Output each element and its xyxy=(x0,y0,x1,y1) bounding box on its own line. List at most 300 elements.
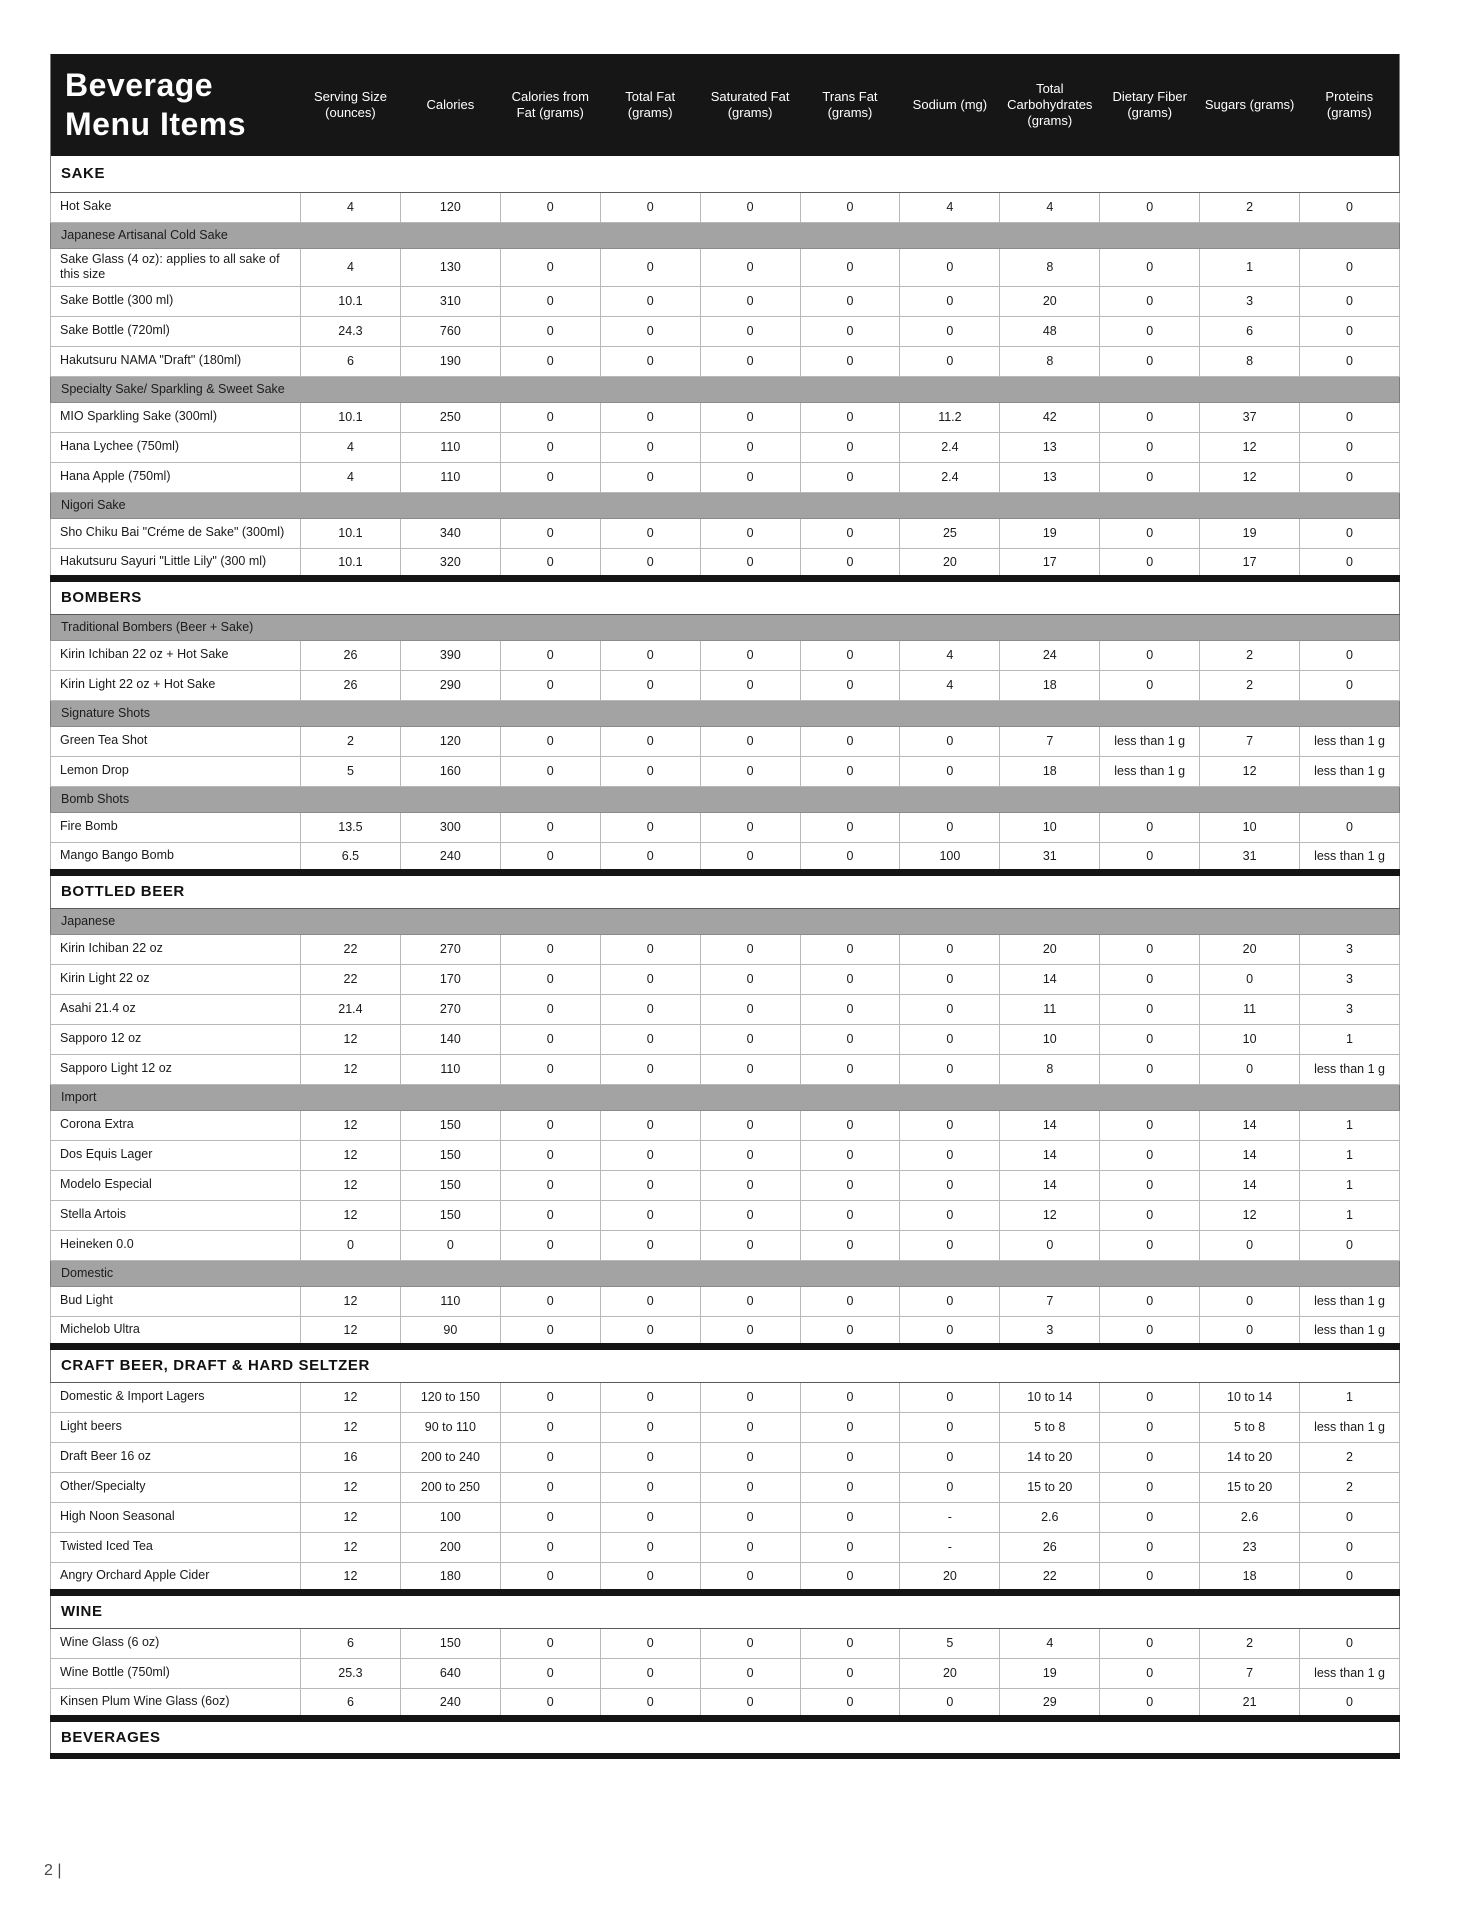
item-label: Michelob Ultra xyxy=(51,1316,301,1346)
item-value-0: 12 xyxy=(301,1412,401,1442)
item-value-6: 4 xyxy=(900,640,1000,670)
item-value-0: 4 xyxy=(301,192,401,222)
item-value-5: 0 xyxy=(800,1658,900,1688)
item-value-6: 0 xyxy=(900,1140,1000,1170)
item-label: Sho Chiku Bai "Créme de Sake" (300ml) xyxy=(51,518,301,548)
item-value-9: 12 xyxy=(1200,462,1300,492)
item-value-10: 0 xyxy=(1300,462,1400,492)
item-value-7: 3 xyxy=(1000,1316,1100,1346)
item-value-1: 100 xyxy=(400,1502,500,1532)
item-label: Domestic & Import Lagers xyxy=(51,1382,301,1412)
item-value-6: 0 xyxy=(900,1286,1000,1316)
item-value-4: 0 xyxy=(700,518,800,548)
item-value-0: 26 xyxy=(301,640,401,670)
subsection-row xyxy=(51,908,1400,934)
item-value-3: 0 xyxy=(600,640,700,670)
table-row xyxy=(51,1472,1400,1502)
item-value-5: 0 xyxy=(800,286,900,316)
item-label: Hana Apple (750ml) xyxy=(51,462,301,492)
item-value-5: 0 xyxy=(800,316,900,346)
item-value-4: 0 xyxy=(700,670,800,700)
item-value-1: 150 xyxy=(400,1170,500,1200)
item-label: Angry Orchard Apple Cider xyxy=(51,1562,301,1592)
item-value-7: 7 xyxy=(1000,1286,1100,1316)
item-value-8: 0 xyxy=(1100,1688,1200,1718)
item-value-3: 0 xyxy=(600,1286,700,1316)
table-row xyxy=(51,248,1400,286)
item-value-8: 0 xyxy=(1100,1658,1200,1688)
subsection-row xyxy=(51,1084,1400,1110)
item-value-5: 0 xyxy=(800,1170,900,1200)
item-value-8: 0 xyxy=(1100,1442,1200,1472)
item-value-9: 14 xyxy=(1200,1110,1300,1140)
item-value-9: 20 xyxy=(1200,934,1300,964)
item-value-2: 0 xyxy=(500,192,600,222)
item-value-3: 0 xyxy=(600,1230,700,1260)
item-value-2: 0 xyxy=(500,842,600,872)
item-value-7: 24 xyxy=(1000,640,1100,670)
item-value-6: 0 xyxy=(900,316,1000,346)
item-value-2: 0 xyxy=(500,756,600,786)
table-header xyxy=(51,54,1400,156)
item-value-5: 0 xyxy=(800,346,900,376)
item-value-10: 0 xyxy=(1300,1230,1400,1260)
item-value-0: 22 xyxy=(301,934,401,964)
item-value-10: 0 xyxy=(1300,548,1400,578)
item-value-3: 0 xyxy=(600,756,700,786)
item-label: MIO Sparkling Sake (300ml) xyxy=(51,402,301,432)
item-value-4: 0 xyxy=(700,1140,800,1170)
section-title-sake: SAKE xyxy=(51,156,1400,192)
table-row xyxy=(51,1316,1400,1346)
item-value-7: 26 xyxy=(1000,1532,1100,1562)
item-value-2: 0 xyxy=(500,640,600,670)
item-value-2: 0 xyxy=(500,1412,600,1442)
item-value-7: 20 xyxy=(1000,286,1100,316)
beverage-menu-table xyxy=(50,54,1400,1759)
item-value-3: 0 xyxy=(600,1054,700,1084)
page-number: 2 | xyxy=(44,1862,62,1879)
item-value-8: 0 xyxy=(1100,192,1200,222)
item-value-5: 0 xyxy=(800,462,900,492)
item-value-7: 14 xyxy=(1000,964,1100,994)
item-value-3: 0 xyxy=(600,1110,700,1140)
section-header-row xyxy=(51,1346,1400,1382)
item-value-7: 5 to 8 xyxy=(1000,1412,1100,1442)
item-value-8: 0 xyxy=(1100,1110,1200,1140)
item-value-10: 0 xyxy=(1300,1562,1400,1592)
item-value-1: 130 xyxy=(400,248,500,286)
table-row xyxy=(51,1054,1400,1084)
item-value-3: 0 xyxy=(600,994,700,1024)
item-label: Light beers xyxy=(51,1412,301,1442)
item-value-7: 14 xyxy=(1000,1110,1100,1140)
section-title-bombers: BOMBERS xyxy=(51,578,1400,614)
item-value-0: 10.1 xyxy=(301,402,401,432)
item-value-9: 2 xyxy=(1200,192,1300,222)
column-header-10: Proteins (grams) xyxy=(1300,54,1400,156)
item-value-6: 0 xyxy=(900,1382,1000,1412)
item-value-1: 250 xyxy=(400,402,500,432)
item-value-10: 0 xyxy=(1300,670,1400,700)
item-value-6: 0 xyxy=(900,1316,1000,1346)
item-value-3: 0 xyxy=(600,1200,700,1230)
item-value-2: 0 xyxy=(500,518,600,548)
item-value-6: - xyxy=(900,1502,1000,1532)
table-title-line2: Menu Items xyxy=(65,106,247,142)
item-value-8: less than 1 g xyxy=(1100,756,1200,786)
item-label: Bud Light xyxy=(51,1286,301,1316)
subsection-row xyxy=(51,222,1400,248)
item-value-1: 310 xyxy=(400,286,500,316)
item-value-8: 0 xyxy=(1100,640,1200,670)
item-value-3: 0 xyxy=(600,1502,700,1532)
item-value-7: 4 xyxy=(1000,192,1100,222)
item-value-9: 2 xyxy=(1200,670,1300,700)
item-value-5: 0 xyxy=(800,1110,900,1140)
item-value-4: 0 xyxy=(700,756,800,786)
section-header-row xyxy=(51,872,1400,908)
item-value-4: 0 xyxy=(700,842,800,872)
item-value-6: 0 xyxy=(900,1110,1000,1140)
table-row xyxy=(51,548,1400,578)
item-value-6: 0 xyxy=(900,964,1000,994)
item-value-8: 0 xyxy=(1100,248,1200,286)
item-label: Modelo Especial xyxy=(51,1170,301,1200)
item-value-2: 0 xyxy=(500,812,600,842)
table-title xyxy=(51,54,301,156)
section-title-bottled-beer: BOTTLED BEER xyxy=(51,872,1400,908)
table-title-line1: Beverage xyxy=(65,66,214,103)
item-label: Corona Extra xyxy=(51,1110,301,1140)
item-label: Kirin Ichiban 22 oz xyxy=(51,934,301,964)
item-value-1: 190 xyxy=(400,346,500,376)
item-value-3: 0 xyxy=(600,726,700,756)
item-value-0: 6.5 xyxy=(301,842,401,872)
item-value-8: 0 xyxy=(1100,1316,1200,1346)
item-value-0: 12 xyxy=(301,1316,401,1346)
table-row xyxy=(51,346,1400,376)
item-value-6: 20 xyxy=(900,1562,1000,1592)
item-value-0: 6 xyxy=(301,1628,401,1658)
item-value-7: 17 xyxy=(1000,548,1100,578)
item-value-1: 150 xyxy=(400,1110,500,1140)
item-value-8: 0 xyxy=(1100,462,1200,492)
item-value-1: 200 to 250 xyxy=(400,1472,500,1502)
item-value-5: 0 xyxy=(800,1562,900,1592)
item-value-7: 22 xyxy=(1000,1562,1100,1592)
item-value-7: 8 xyxy=(1000,1054,1100,1084)
item-value-9: 7 xyxy=(1200,1658,1300,1688)
table-row xyxy=(51,1658,1400,1688)
item-value-6: 0 xyxy=(900,756,1000,786)
item-value-2: 0 xyxy=(500,402,600,432)
item-value-10: 0 xyxy=(1300,640,1400,670)
item-value-1: 390 xyxy=(400,640,500,670)
item-value-8: 0 xyxy=(1100,346,1200,376)
item-value-2: 0 xyxy=(500,934,600,964)
column-header-4: Saturated Fat (grams) xyxy=(700,54,800,156)
subsection-label: Specialty Sake/ Sparkling & Sweet Sake xyxy=(51,376,1400,402)
item-value-0: 6 xyxy=(301,1688,401,1718)
item-value-10: less than 1 g xyxy=(1300,726,1400,756)
item-value-7: 31 xyxy=(1000,842,1100,872)
item-value-9: 14 xyxy=(1200,1140,1300,1170)
table-row xyxy=(51,316,1400,346)
item-label: Hakutsuru NAMA "Draft" (180ml) xyxy=(51,346,301,376)
item-value-8: 0 xyxy=(1100,286,1200,316)
item-value-4: 0 xyxy=(700,548,800,578)
table-row xyxy=(51,994,1400,1024)
item-value-8: 0 xyxy=(1100,316,1200,346)
item-label: High Noon Seasonal xyxy=(51,1502,301,1532)
item-value-10: 0 xyxy=(1300,1502,1400,1532)
item-value-5: 0 xyxy=(800,402,900,432)
menu-table-body xyxy=(51,156,1400,1756)
item-value-3: 0 xyxy=(600,248,700,286)
item-value-1: 240 xyxy=(400,1688,500,1718)
item-value-10: 0 xyxy=(1300,316,1400,346)
item-value-8: 0 xyxy=(1100,548,1200,578)
item-value-4: 0 xyxy=(700,1502,800,1532)
item-value-8: 0 xyxy=(1100,1200,1200,1230)
subsection-row xyxy=(51,786,1400,812)
item-value-1: 320 xyxy=(400,548,500,578)
item-value-2: 0 xyxy=(500,1170,600,1200)
item-value-3: 0 xyxy=(600,192,700,222)
item-value-10: 3 xyxy=(1300,994,1400,1024)
item-value-9: 0 xyxy=(1200,1230,1300,1260)
item-value-9: 23 xyxy=(1200,1532,1300,1562)
item-value-7: 4 xyxy=(1000,1628,1100,1658)
item-value-10: 0 xyxy=(1300,432,1400,462)
item-value-3: 0 xyxy=(600,548,700,578)
item-value-7: 13 xyxy=(1000,462,1100,492)
item-value-0: 16 xyxy=(301,1442,401,1472)
item-value-6: 0 xyxy=(900,1200,1000,1230)
item-value-5: 0 xyxy=(800,248,900,286)
item-value-0: 26 xyxy=(301,670,401,700)
item-value-4: 0 xyxy=(700,1024,800,1054)
item-value-6: 0 xyxy=(900,726,1000,756)
table-row xyxy=(51,462,1400,492)
item-value-7: 10 xyxy=(1000,1024,1100,1054)
item-value-3: 0 xyxy=(600,1024,700,1054)
item-label: Sake Bottle (300 ml) xyxy=(51,286,301,316)
item-value-0: 0 xyxy=(301,1230,401,1260)
table-row xyxy=(51,1024,1400,1054)
item-value-4: 0 xyxy=(700,1442,800,1472)
item-value-9: 11 xyxy=(1200,994,1300,1024)
section-title-craft-beer-draft-hard-seltzer: CRAFT BEER, DRAFT & HARD SELTZER xyxy=(51,1346,1400,1382)
item-value-6: 0 xyxy=(900,1230,1000,1260)
table-row xyxy=(51,402,1400,432)
subsection-label: Import xyxy=(51,1084,1400,1110)
item-value-5: 0 xyxy=(800,1140,900,1170)
subsection-row xyxy=(51,614,1400,640)
item-value-5: 0 xyxy=(800,994,900,1024)
item-value-5: 0 xyxy=(800,812,900,842)
item-value-9: 12 xyxy=(1200,432,1300,462)
item-label: Draft Beer 16 oz xyxy=(51,1442,301,1472)
item-label: Hakutsuru Sayuri "Little Lily" (300 ml) xyxy=(51,548,301,578)
item-value-2: 0 xyxy=(500,346,600,376)
item-value-5: 0 xyxy=(800,1230,900,1260)
item-value-3: 0 xyxy=(600,286,700,316)
item-value-1: 150 xyxy=(400,1140,500,1170)
item-value-5: 0 xyxy=(800,1316,900,1346)
item-value-10: less than 1 g xyxy=(1300,1316,1400,1346)
item-value-0: 12 xyxy=(301,1140,401,1170)
item-value-1: 90 to 110 xyxy=(400,1412,500,1442)
item-value-4: 0 xyxy=(700,1110,800,1140)
item-label: Kirin Ichiban 22 oz + Hot Sake xyxy=(51,640,301,670)
item-value-7: 10 xyxy=(1000,812,1100,842)
item-value-9: 0 xyxy=(1200,1286,1300,1316)
item-value-8: less than 1 g xyxy=(1100,726,1200,756)
item-value-7: 14 xyxy=(1000,1170,1100,1200)
item-value-2: 0 xyxy=(500,1658,600,1688)
item-value-1: 200 to 240 xyxy=(400,1442,500,1472)
item-value-2: 0 xyxy=(500,1472,600,1502)
item-value-1: 120 xyxy=(400,192,500,222)
item-value-0: 12 xyxy=(301,1472,401,1502)
item-value-6: 0 xyxy=(900,1170,1000,1200)
item-value-10: less than 1 g xyxy=(1300,842,1400,872)
item-value-5: 0 xyxy=(800,1502,900,1532)
item-value-9: 10 xyxy=(1200,812,1300,842)
item-value-6: 0 xyxy=(900,1054,1000,1084)
item-value-9: 12 xyxy=(1200,1200,1300,1230)
item-value-2: 0 xyxy=(500,1200,600,1230)
item-value-3: 0 xyxy=(600,346,700,376)
section-title-wine: WINE xyxy=(51,1592,1400,1628)
item-value-7: 18 xyxy=(1000,670,1100,700)
item-value-5: 0 xyxy=(800,1024,900,1054)
table-row xyxy=(51,812,1400,842)
item-label: Hot Sake xyxy=(51,192,301,222)
item-value-8: 0 xyxy=(1100,1502,1200,1532)
item-value-2: 0 xyxy=(500,1532,600,1562)
item-value-3: 0 xyxy=(600,1382,700,1412)
item-value-4: 0 xyxy=(700,1472,800,1502)
item-value-10: 0 xyxy=(1300,1688,1400,1718)
item-value-3: 0 xyxy=(600,1316,700,1346)
item-value-7: 0 xyxy=(1000,1230,1100,1260)
table-row xyxy=(51,1562,1400,1592)
item-value-0: 12 xyxy=(301,1170,401,1200)
item-value-4: 0 xyxy=(700,1562,800,1592)
item-value-1: 270 xyxy=(400,934,500,964)
item-value-8: 0 xyxy=(1100,402,1200,432)
item-value-8: 0 xyxy=(1100,994,1200,1024)
subsection-row xyxy=(51,376,1400,402)
item-value-9: 0 xyxy=(1200,1316,1300,1346)
item-value-0: 12 xyxy=(301,1110,401,1140)
item-value-7: 11 xyxy=(1000,994,1100,1024)
item-value-7: 15 to 20 xyxy=(1000,1472,1100,1502)
column-header-1: Calories xyxy=(400,54,500,156)
item-value-10: 1 xyxy=(1300,1140,1400,1170)
item-value-5: 0 xyxy=(800,1054,900,1084)
item-value-7: 19 xyxy=(1000,1658,1100,1688)
subsection-label: Japanese xyxy=(51,908,1400,934)
table-row xyxy=(51,1200,1400,1230)
item-value-9: 2 xyxy=(1200,640,1300,670)
item-value-7: 13 xyxy=(1000,432,1100,462)
item-value-9: 21 xyxy=(1200,1688,1300,1718)
table-row xyxy=(51,1502,1400,1532)
item-value-10: 2 xyxy=(1300,1442,1400,1472)
item-value-9: 10 to 14 xyxy=(1200,1382,1300,1412)
item-value-10: 3 xyxy=(1300,934,1400,964)
item-value-10: 3 xyxy=(1300,964,1400,994)
item-value-1: 150 xyxy=(400,1628,500,1658)
item-value-10: 0 xyxy=(1300,346,1400,376)
item-value-2: 0 xyxy=(500,726,600,756)
item-value-0: 25.3 xyxy=(301,1658,401,1688)
item-value-7: 10 to 14 xyxy=(1000,1382,1100,1412)
item-value-9: 0 xyxy=(1200,1054,1300,1084)
item-value-1: 90 xyxy=(400,1316,500,1346)
item-value-4: 0 xyxy=(700,994,800,1024)
item-value-4: 0 xyxy=(700,286,800,316)
item-value-5: 0 xyxy=(800,548,900,578)
item-value-8: 0 xyxy=(1100,1140,1200,1170)
subsection-label: Bomb Shots xyxy=(51,786,1400,812)
item-value-7: 14 xyxy=(1000,1140,1100,1170)
item-value-9: 5 to 8 xyxy=(1200,1412,1300,1442)
item-value-10: 1 xyxy=(1300,1110,1400,1140)
item-value-2: 0 xyxy=(500,1382,600,1412)
item-value-8: 0 xyxy=(1100,1024,1200,1054)
item-value-7: 8 xyxy=(1000,248,1100,286)
item-value-9: 15 to 20 xyxy=(1200,1472,1300,1502)
item-value-2: 0 xyxy=(500,1024,600,1054)
item-value-2: 0 xyxy=(500,462,600,492)
item-value-10: less than 1 g xyxy=(1300,1412,1400,1442)
table-row xyxy=(51,1286,1400,1316)
table-row xyxy=(51,1140,1400,1170)
item-value-8: 0 xyxy=(1100,518,1200,548)
item-label: Wine Bottle (750ml) xyxy=(51,1658,301,1688)
item-value-5: 0 xyxy=(800,1200,900,1230)
item-value-7: 18 xyxy=(1000,756,1100,786)
item-value-4: 0 xyxy=(700,346,800,376)
item-value-10: less than 1 g xyxy=(1300,1286,1400,1316)
item-value-0: 22 xyxy=(301,964,401,994)
table-row xyxy=(51,1532,1400,1562)
item-value-1: 110 xyxy=(400,462,500,492)
table-row xyxy=(51,726,1400,756)
item-value-8: 0 xyxy=(1100,1628,1200,1658)
item-value-8: 0 xyxy=(1100,964,1200,994)
item-value-6: 0 xyxy=(900,248,1000,286)
item-value-0: 12 xyxy=(301,1200,401,1230)
item-value-0: 12 xyxy=(301,1286,401,1316)
item-value-7: 29 xyxy=(1000,1688,1100,1718)
item-value-6: 2.4 xyxy=(900,462,1000,492)
column-header-3: Total Fat (grams) xyxy=(600,54,700,156)
item-value-2: 0 xyxy=(500,316,600,346)
item-value-7: 14 to 20 xyxy=(1000,1442,1100,1472)
item-value-4: 0 xyxy=(700,462,800,492)
table-row xyxy=(51,1382,1400,1412)
item-value-4: 0 xyxy=(700,1200,800,1230)
item-value-1: 170 xyxy=(400,964,500,994)
item-value-7: 19 xyxy=(1000,518,1100,548)
item-value-1: 150 xyxy=(400,1200,500,1230)
